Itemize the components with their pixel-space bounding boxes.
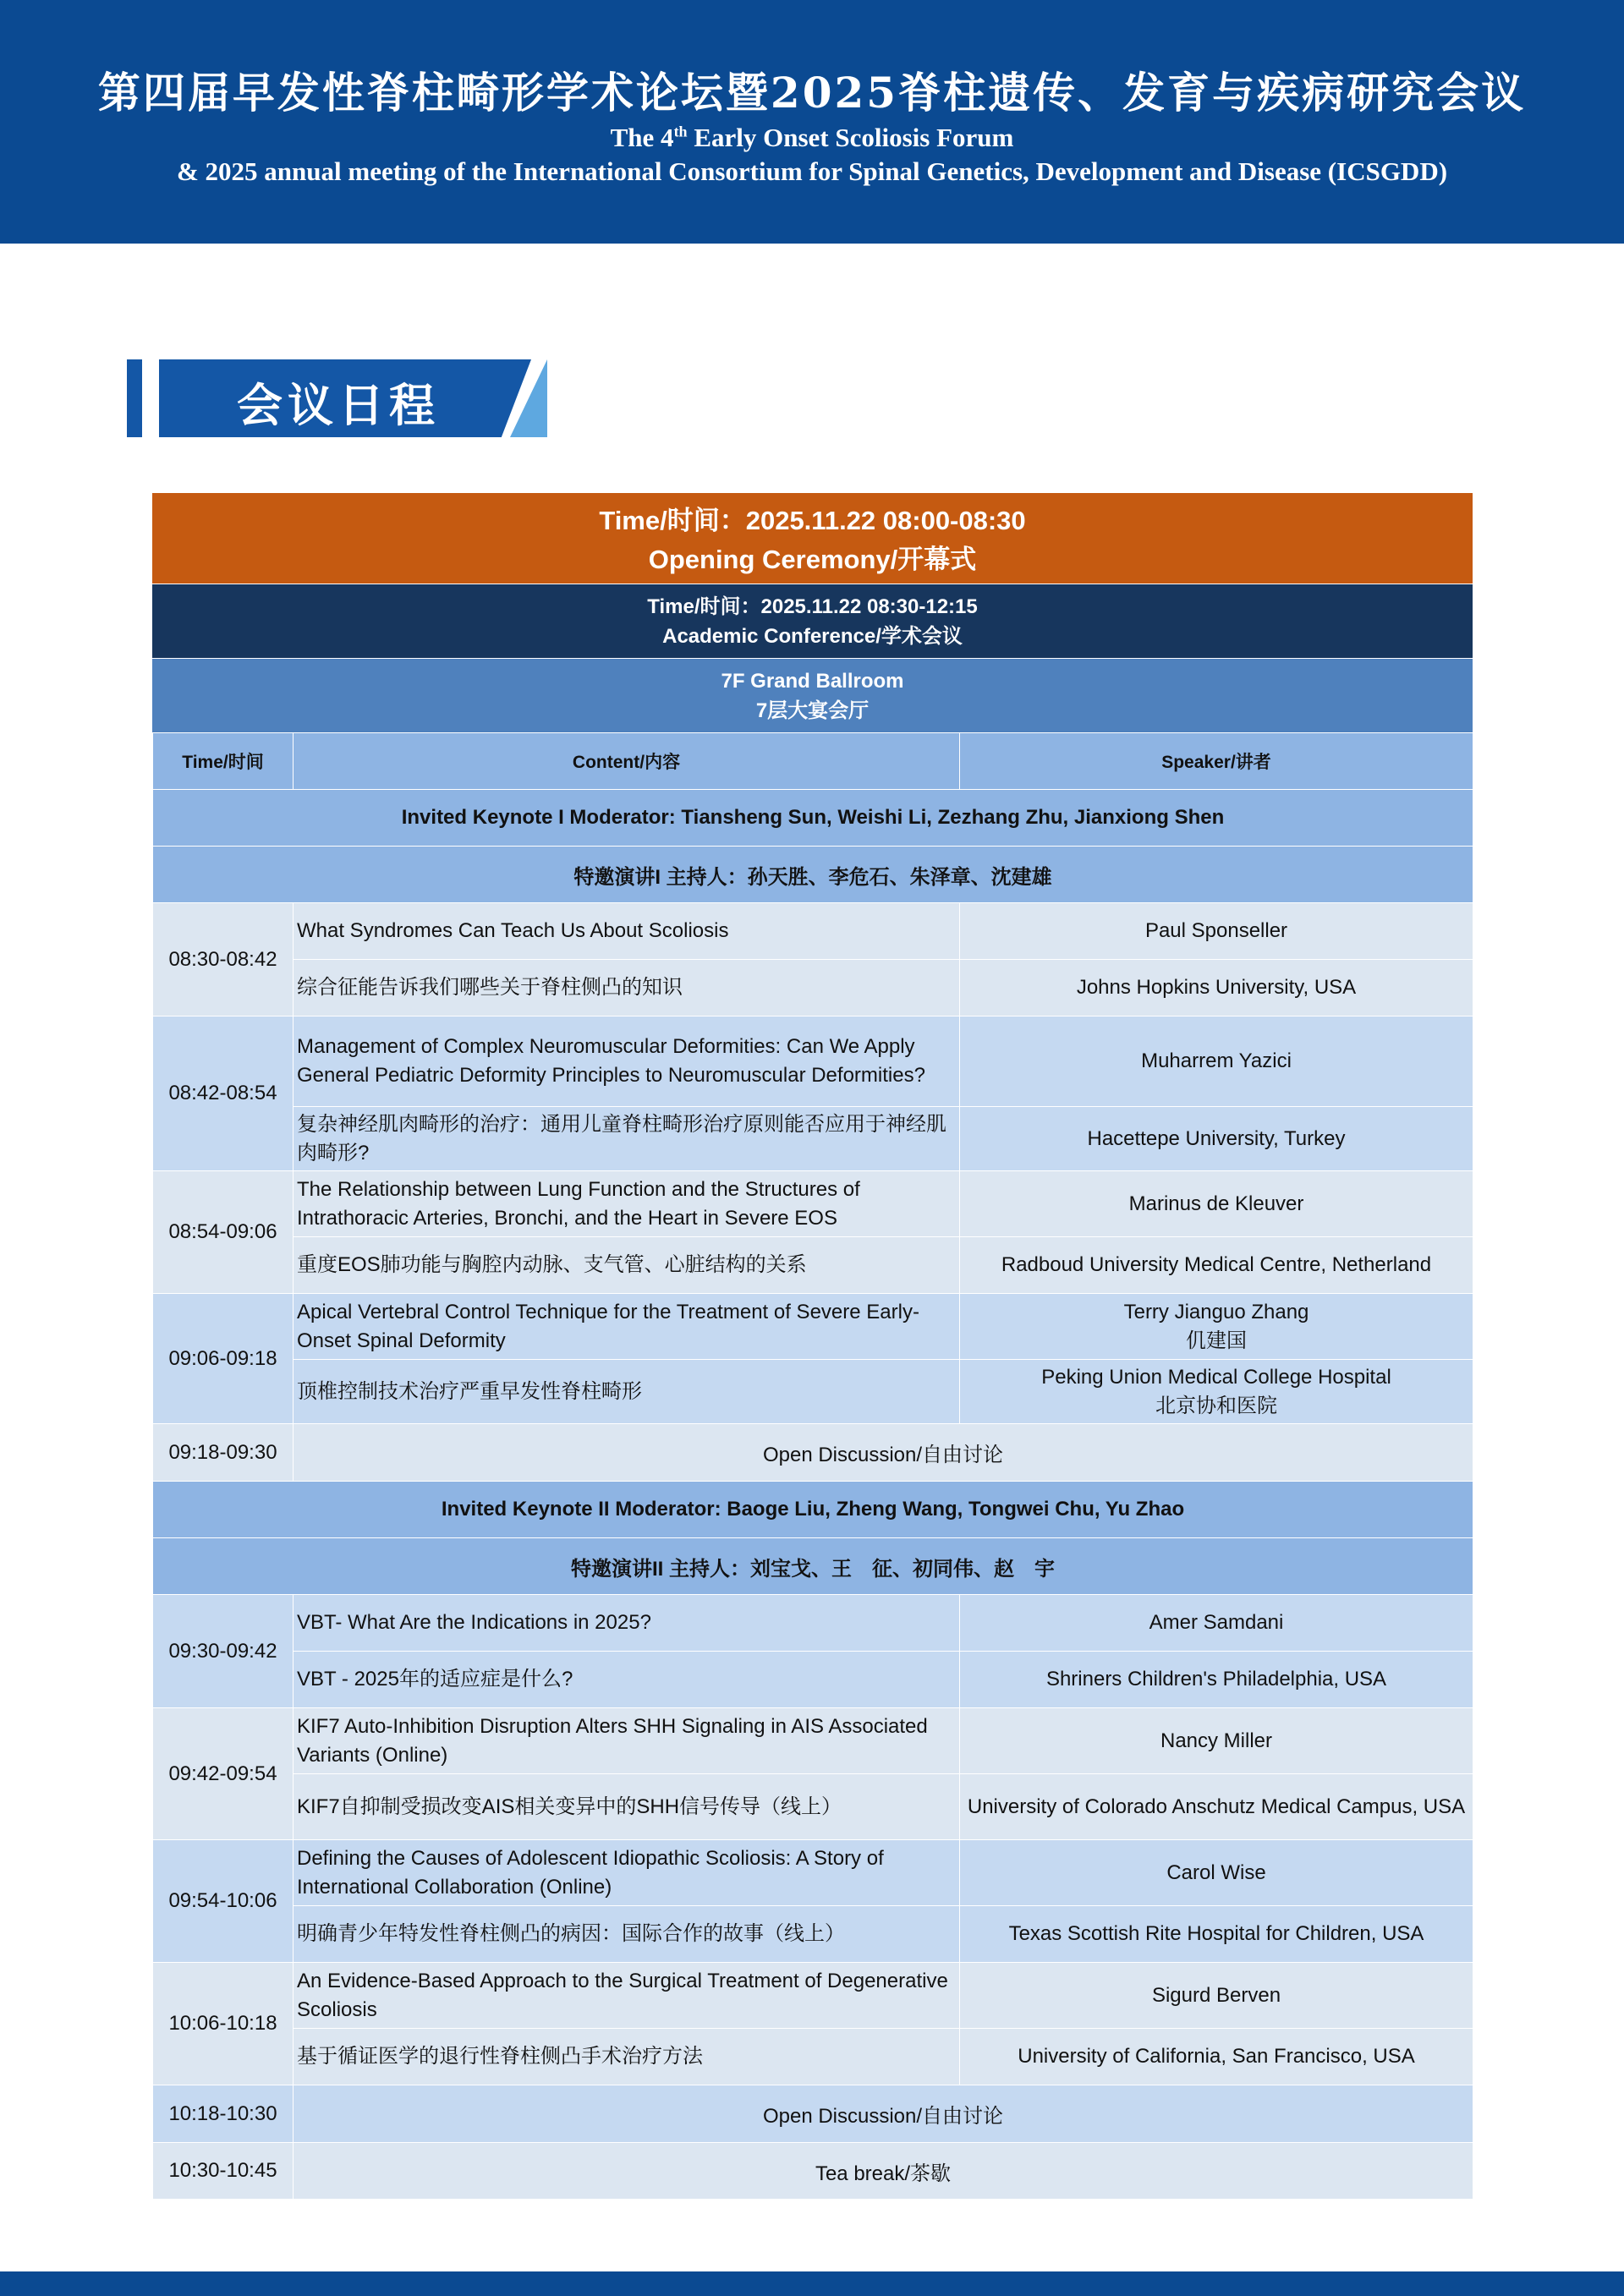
talk-affiliation: Johns Hopkins University, USA: [960, 960, 1473, 1016]
talk-title-cn: 基于循证医学的退行性脊柱侧凸手术治疗方法: [294, 2029, 960, 2085]
session2-title-cn: 特邀演讲II 主持人：刘宝戈、王 征、初同伟、赵 宇: [153, 1538, 1473, 1595]
table-row: [153, 1424, 1473, 1482]
talk-affiliation-cell: [960, 1360, 1473, 1424]
header-en1-sup: th: [673, 123, 688, 140]
header-title-cn: 第四届早发性脊柱畸形学术论坛暨2025脊柱遗传、发育与疾病研究会议: [97, 68, 1527, 118]
talk-title-en: An Evidence-Based Approach to the Surgical Treatment of Degenerative Scoliosis: [294, 1963, 960, 2029]
talk-time: 08:54-09:06: [153, 1171, 294, 1294]
column-header-speaker: Speaker/讲者: [960, 733, 1473, 790]
talk-affiliation-cn: 北京协和医院: [1155, 1394, 1277, 1417]
table-row: [153, 1963, 1473, 2029]
tea-break-time: 10:30-10:45: [153, 2143, 294, 2200]
talk-speaker: Paul Sponseller: [960, 903, 1473, 960]
table-row: [153, 903, 1473, 960]
talk-time: 09:30-09:42: [153, 1595, 294, 1708]
table-row: [153, 1652, 1473, 1708]
session2-title-en: Invited Keynote II Moderator: Baoge Liu, Zheng Wang, Tongwei Chu, Yu Zhao: [153, 1482, 1473, 1538]
talk-title-en: Apical Vertebral Control Technique for the Treatment of Severe Early-Onset Spinal Deformity: [294, 1294, 960, 1360]
header-en1-post: Early Onset Scoliosis Forum: [687, 123, 1014, 152]
talk-affiliation: University of California, San Francisco, USA: [960, 2029, 1473, 2085]
table-row: [153, 960, 1473, 1016]
column-header-content: Content/内容: [294, 733, 960, 790]
session-header-row: [153, 847, 1473, 903]
talk-time: 10:06-10:18: [153, 1963, 294, 2085]
talk-speaker-cell: [960, 1294, 1473, 1360]
table-row: [153, 1171, 1473, 1237]
tea-break-label: Tea break/茶歇: [294, 2143, 1473, 2200]
session1-title-en: Invited Keynote I Moderator: Tiansheng Sun, Weishi Li, Zezhang Zhu, Jianxiong Shen: [153, 790, 1473, 847]
header-en1-pre: The 4: [610, 123, 674, 152]
talk-speaker: Sigurd Berven: [960, 1963, 1473, 2029]
session-header-row: [153, 1538, 1473, 1595]
table-row: [153, 1774, 1473, 1840]
talk-title-cn: VBT - 2025年的适应症是什么?: [294, 1652, 960, 1708]
talk-affiliation: Texas Scottish Rite Hospital for Children, USA: [960, 1906, 1473, 1963]
discussion-label: Open Discussion/自由讨论: [294, 2085, 1473, 2143]
academic-conference-banner: [152, 584, 1473, 658]
header-title-en-line1: [0, 123, 1624, 153]
talk-speaker: Nancy Miller: [960, 1708, 1473, 1774]
column-header-time: Time/时间: [153, 733, 294, 790]
header-title-en-line2: & 2025 annual meeting of the International Consortium for Spinal Genetics, Development and Disease (ICSGDD): [176, 156, 1448, 186]
talk-speaker: Marinus de Kleuver: [960, 1171, 1473, 1237]
table-row: [153, 1906, 1473, 1963]
page-header: [0, 0, 1624, 244]
table-row: [153, 1107, 1473, 1171]
venue-en: 7F Grand Ballroom: [721, 670, 904, 693]
talk-affiliation: Radboud University Medical Centre, Netherland: [960, 1237, 1473, 1294]
table-row: [153, 1294, 1473, 1360]
table-row: [153, 2029, 1473, 2085]
academic-time: Time/时间：2025.11.22 08:30-12:15: [647, 595, 978, 618]
talk-title-cn: 重度EOS肺功能与胸腔内动脉、支气管、心脏结构的关系: [294, 1237, 960, 1294]
talk-time: 09:06-09:18: [153, 1294, 294, 1424]
talk-speaker: Amer Samdani: [960, 1595, 1473, 1652]
talk-title-en: Defining the Causes of Adolescent Idiopathic Scoliosis: A Story of International Collaboration (Online): [294, 1840, 960, 1906]
talk-title-cn: 复杂神经肌肉畸形的治疗：通用儿童脊柱畸形治疗原则能否应用于神经肌肉畸形?: [294, 1107, 960, 1171]
talk-time: 09:54-10:06: [153, 1840, 294, 1963]
talk-title-en: The Relationship between Lung Function and the Structures of Intrathoracic Arteries, Bronchi, and the Heart in Severe EOS: [294, 1171, 960, 1237]
talk-affiliation: Hacettepe University, Turkey: [960, 1107, 1473, 1171]
discussion-label: Open Discussion/自由讨论: [294, 1424, 1473, 1482]
column-header-row: [153, 733, 1473, 790]
table-row: [153, 1595, 1473, 1652]
section-title-tag: [127, 359, 558, 437]
table-row: [153, 1840, 1473, 1906]
talk-title-cn: 顶椎控制技术治疗严重早发性脊柱畸形: [294, 1360, 960, 1424]
table-row: [153, 1016, 1473, 1107]
talk-time: 09:42-09:54: [153, 1708, 294, 1840]
talk-speaker: Carol Wise: [960, 1840, 1473, 1906]
table-row: [153, 1708, 1473, 1774]
discussion-time: 09:18-09:30: [153, 1424, 294, 1482]
section-title: 会议日程: [237, 379, 440, 432]
table-row: [153, 2143, 1473, 2200]
opening-title: Opening Ceremony/开幕式: [648, 545, 977, 574]
program-table: [152, 732, 1473, 2200]
opening-ceremony-banner: [152, 493, 1473, 584]
opening-time: Time/时间：2025.11.22 08:00-08:30: [599, 506, 1026, 535]
talk-time: 08:30-08:42: [153, 903, 294, 1016]
venue-cn: 7层大宴会厅: [755, 699, 870, 722]
talk-speaker: Muharrem Yazici: [960, 1016, 1473, 1107]
talk-title-cn: 综合征能告诉我们哪些关于脊柱侧凸的知识: [294, 960, 960, 1016]
section-tag-bar: [127, 359, 142, 437]
schedule-table: [152, 493, 1473, 2200]
talk-title-cn: KIF7自抑制受损改变AIS相关变异中的SHH信号传导（线上）: [294, 1774, 960, 1840]
academic-title: Academic Conference/学术会议: [662, 625, 963, 648]
talk-affiliation: University of Colorado Anschutz Medical Campus, USA: [960, 1774, 1473, 1840]
venue-banner: [152, 658, 1473, 732]
session-header-row: [153, 1482, 1473, 1538]
page-footer-bar: [0, 2271, 1624, 2296]
talk-time: 08:42-08:54: [153, 1016, 294, 1171]
talk-affiliation: Peking Union Medical College Hospital: [1041, 1365, 1391, 1389]
session-header-row: [153, 790, 1473, 847]
talk-speaker: Terry Jianguo Zhang: [1123, 1300, 1309, 1323]
talk-title-cn: 明确青少年特发性脊柱侧凸的病因：国际合作的故事（线上）: [294, 1906, 960, 1963]
talk-title-en: What Syndromes Can Teach Us About Scoliosis: [294, 903, 960, 960]
session1-title-cn: 特邀演讲I 主持人：孙天胜、李危石、朱泽章、沈建雄: [153, 847, 1473, 903]
talk-speaker-cn: 仉建国: [1186, 1329, 1247, 1352]
table-row: [153, 2085, 1473, 2143]
talk-title-en: Management of Complex Neuromuscular Deformities: Can We Apply General Pediatric Deformity Principles to Neuromuscular Deformities?: [294, 1016, 960, 1107]
discussion-time: 10:18-10:30: [153, 2085, 294, 2143]
talk-title-en: KIF7 Auto-Inhibition Disruption Alters SHH Signaling in AIS Associated Variants (Online): [294, 1708, 960, 1774]
table-row: [153, 1237, 1473, 1294]
talk-affiliation: Shriners Children's Philadelphia, USA: [960, 1652, 1473, 1708]
table-row: [153, 1360, 1473, 1424]
talk-title-en: VBT- What Are the Indications in 2025?: [294, 1595, 960, 1652]
